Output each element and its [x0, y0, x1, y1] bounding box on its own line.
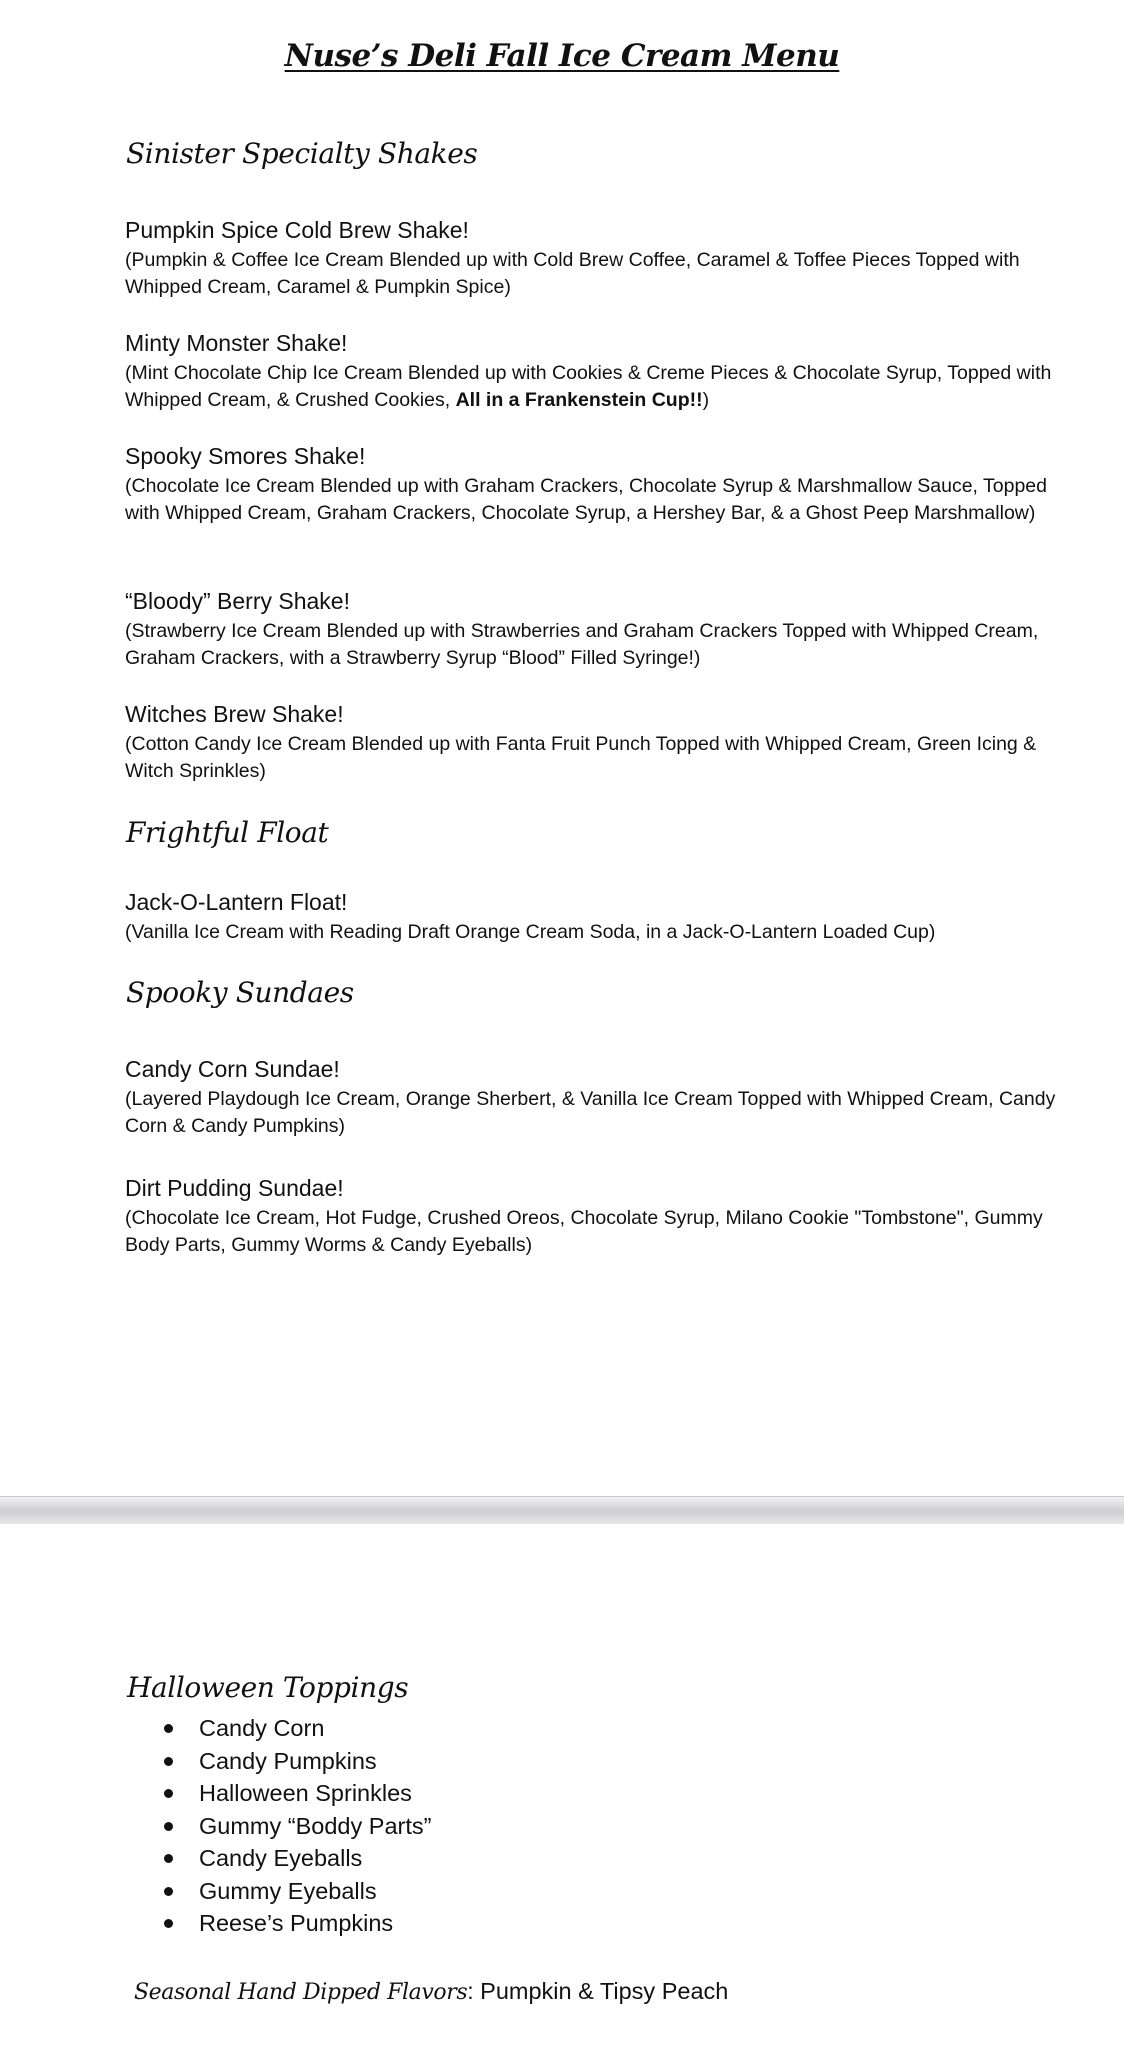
topping-item	[160, 1842, 431, 1875]
topping-item	[160, 1712, 431, 1745]
bullet-icon	[164, 1919, 173, 1928]
seasonal-flavors-value: Pumpkin & Tipsy Peach	[473, 1978, 729, 2004]
topping-label: Reese’s Pumpkins	[199, 1910, 394, 1936]
item-description	[125, 360, 1085, 414]
item-name: Dirt Pudding Sundae!	[125, 1175, 344, 1201]
item-description: (Strawberry Ice Cream Blended up with Strawberries and Graham Crackers Topped with Whipped Cream, Graham Crackers, with a Strawberry Syrup “Blood” Filled Syringe!)	[125, 620, 1039, 669]
item-name: Witches Brew Shake!	[125, 701, 344, 727]
menu-item-dirt-pudding-sundae	[125, 1174, 1085, 1259]
item-description: (Chocolate Ice Cream Blended up with Graham Crackers, Chocolate Syrup & Marshmallow Sauce, Topped with Whipped Cream, Graham Crackers, Chocolate Syrup, a Hershey Bar, & a Ghost Peep Marshmallow)	[125, 475, 1047, 524]
item-description: (Pumpkin & Coffee Ice Cream Blended up with Cold Brew Coffee, Caramel & Toffee Pieces Topped with Whipped Cream, Caramel & Pumpkin Spice)	[125, 249, 1020, 298]
item-description: (Vanilla Ice Cream with Reading Draft Orange Cream Soda, in a Jack-O-Lantern Loaded Cup)	[125, 921, 936, 943]
menu-item-witches-brew-shake	[125, 700, 1085, 785]
page-break-divider	[0, 1496, 1124, 1526]
item-name: Minty Monster Shake!	[125, 330, 348, 356]
item-description-highlight: All in a Frankenstein Cup!!	[455, 389, 703, 411]
item-name: Spooky Smores Shake!	[125, 443, 366, 469]
topping-label: Candy Eyeballs	[199, 1845, 363, 1871]
section-heading-shakes: Sinister Specialty Shakes	[126, 137, 478, 170]
topping-item	[160, 1810, 431, 1843]
item-description-text: (Mint Chocolate Chip Ice Cream Blended up with Cookies & Creme Pieces & Chocolate Syrup, Topped with Whipped Cream, & Crushed Cookies,	[125, 362, 1052, 411]
menu-title: Nuse’s Deli Fall Ice Cream Menu	[284, 38, 840, 74]
bullet-icon	[164, 1854, 173, 1863]
toppings-list	[160, 1712, 431, 1940]
topping-item	[160, 1777, 431, 1810]
section-heading-toppings: Halloween Toppings	[127, 1671, 409, 1704]
menu-item-spooky-smores-shake	[125, 442, 1085, 527]
menu-item-candy-corn-sundae	[125, 1055, 1085, 1140]
seasonal-flavors-separator: :	[467, 1978, 474, 2004]
topping-label: Halloween Sprinkles	[199, 1780, 412, 1806]
topping-label: Candy Pumpkins	[199, 1747, 377, 1774]
section-heading-sundaes: Spooky Sundaes	[126, 976, 354, 1009]
menu-item-pumpkin-spice-shake	[125, 216, 1085, 301]
item-description-end: )	[702, 389, 710, 411]
topping-label: Candy Corn	[199, 1715, 325, 1741]
seasonal-flavors-label: Seasonal Hand Dipped Flavors	[134, 1980, 468, 2005]
item-name: “Bloody” Berry Shake!	[125, 588, 350, 614]
bullet-icon	[164, 1724, 173, 1733]
bullet-icon	[164, 1757, 173, 1766]
topping-item	[160, 1875, 431, 1908]
item-description: (Cotton Candy Ice Cream Blended up with Fanta Fruit Punch Topped with Whipped Cream, Green Icing & Witch Sprinkles)	[125, 733, 1037, 782]
item-name: Pumpkin Spice Cold Brew Shake!	[125, 217, 469, 243]
bullet-icon	[164, 1789, 173, 1798]
item-description: (Chocolate Ice Cream, Hot Fudge, Crushed Oreos, Chocolate Syrup, Milano Cookie "Tombstone", Gummy Body Parts, Gummy Worms & Candy Eyeballs)	[125, 1207, 1043, 1256]
section-heading-float: Frightful Float	[126, 816, 329, 849]
topping-item	[160, 1745, 431, 1778]
item-name: Candy Corn Sundae!	[125, 1056, 340, 1082]
topping-label: Gummy “Boddy Parts”	[199, 1812, 432, 1839]
menu-item-jack-o-lantern-float	[125, 888, 1085, 946]
bullet-icon	[164, 1887, 173, 1896]
menu-item-bloody-berry-shake	[125, 587, 1085, 672]
seasonal-flavors	[134, 1978, 728, 2005]
bullet-icon	[164, 1822, 173, 1831]
topping-label: Gummy Eyeballs	[199, 1877, 377, 1904]
item-description: (Layered Playdough Ice Cream, Orange Sherbert, & Vanilla Ice Cream Topped with Whipped Cream, Candy Corn & Candy Pumpkins)	[125, 1088, 1056, 1137]
item-name: Jack-O-Lantern Float!	[125, 889, 348, 915]
menu-item-minty-monster-shake	[125, 329, 1085, 414]
topping-item	[160, 1907, 431, 1940]
